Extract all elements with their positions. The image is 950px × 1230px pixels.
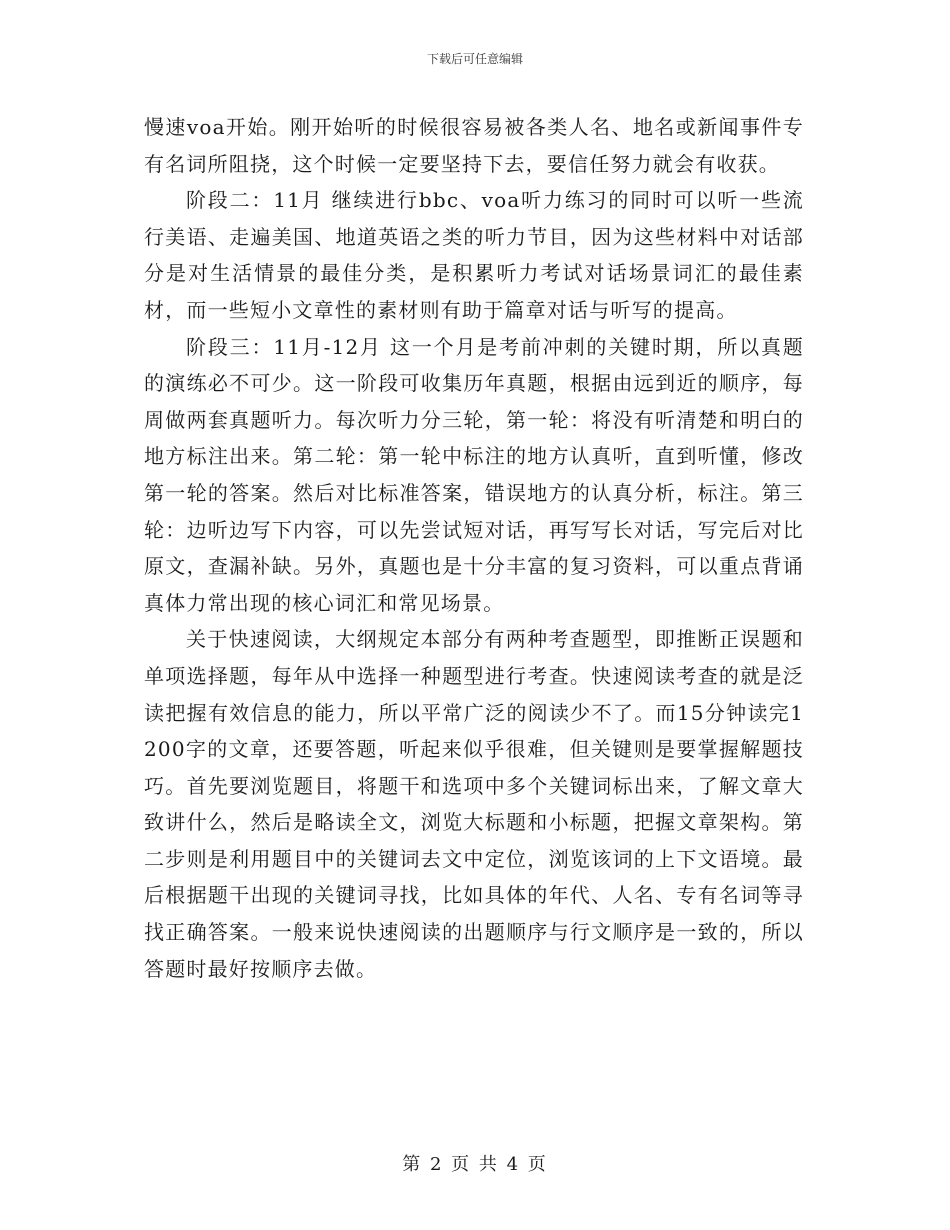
page-number: 第 2 页 共 4 页 [402, 1154, 548, 1175]
document-body [144, 109, 804, 987]
paragraph-3: 阶段三：11月-12月 这一个月是考前冲刺的关键时期，所以真题的演练必不可少。这一阶段可收集历年真题，根据由远到近的顺序，每周做两套真题听力。每次听力分三轮，第一轮：将没有听清楚和明白的地方标注出来。第二轮：第一轮中标注的地方认真听，直到听懂，修改第一轮的答案。然后对比标准答案，错误地方的认真分析，标注。第三轮：边听边写下内容，可以先尝试短对话，再写写长对话，写完后对比原文，查漏补缺。另外，真题也是十分丰富的复习资料，可以重点背诵真体力常出现的核心词汇和常见场景。 [144, 334, 804, 615]
page-header: 下载后可任意编辑 [426, 52, 523, 66]
page-footer [0, 1150, 950, 1176]
paragraph-1: 慢速voa开始。刚开始听的时候很容易被各类人名、地名或新闻事件专有名词所阻挠，这个时候一定要坚持下去，要信任努力就会有收获。 [144, 115, 804, 176]
paragraph-4: 关于快速阅读，大纲规定本部分有两种考查题型，即推断正误题和单项选择题，每年从中选择一种题型进行考查。快速阅读考查的就是泛读把握有效信息的能力，所以平常广泛的阅读少不了。而15分钟读完1200字的文章，还要答题，听起来似乎很难，但关键则是要掌握解题技巧。首先要浏览题目，将题干和选项中多个关键词标出来，了解文章大致讲什么，然后是略读全文，浏览大标题和小标题，把握文章架构。第二步则是利用题目中的关键词去文中定位，浏览该词的上下文语境。最后根据题干出现的关键词寻找，比如具体的年代、人名、专有名词等寻找正确答案。一般来说快速阅读的出题顺序与行文顺序是一致的，所以答题时最好按顺序去做。 [144, 627, 804, 981]
paragraph-2: 阶段二：11月 继续进行bbc、voa听力练习的同时可以听一些流行美语、走遍美国、地道英语之类的听力节目，因为这些材料中对话部分是对生活情景的最佳分类，是积累听力考试对话场景词汇的最佳素材，而一些短小文章性的素材则有助于篇章对话与听写的提高。 [144, 188, 804, 322]
